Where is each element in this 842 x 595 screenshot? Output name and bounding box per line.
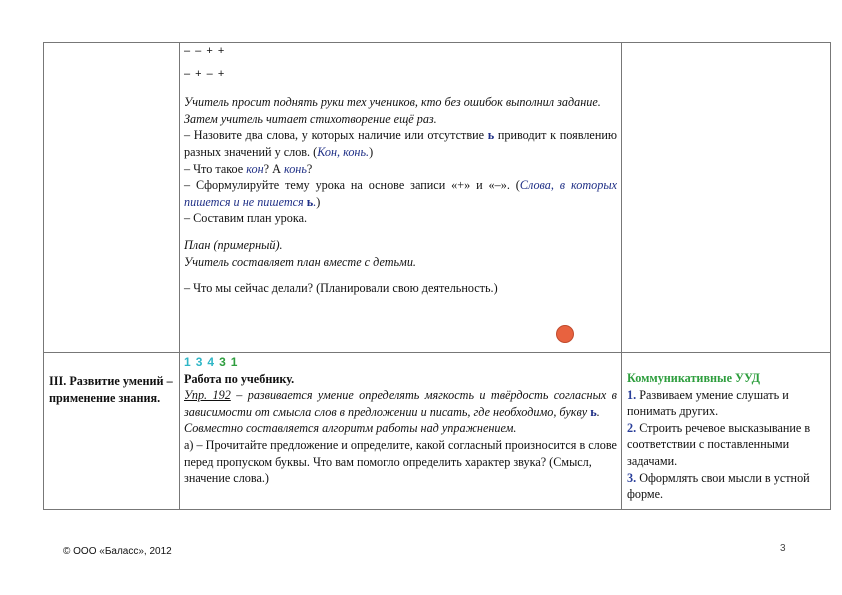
activity-numbers: 1 3 4 3 1 xyxy=(184,355,238,369)
uud-item: 1. Развиваем умение слушать и понимать других. xyxy=(627,387,789,419)
row-divider xyxy=(44,352,830,353)
plan-description: Учитель составляет план вместе с детьми. xyxy=(184,254,416,269)
algorithm-note: Совместно составляется алгоритм работы над упражнением. xyxy=(184,421,517,436)
work-title: Работа по учебнику. xyxy=(184,371,295,386)
uud-cell xyxy=(622,370,832,503)
question-two-words: – Назовите два слова, у которых наличие или отсутствие ь приводит к появлению разных значений у слов. (Кон, конь.) xyxy=(184,128,617,159)
teacher-instruction-1: Учитель просит поднять руки тех учеников, кто без ошибок выполнил задание. xyxy=(184,95,601,110)
teacher-instruction-2: Затем учитель читает стихотворение ещё раз. xyxy=(184,111,437,126)
lesson-table xyxy=(43,42,831,510)
uud-item: 2. Строить речевое высказывание в соответствии с поставленными задачами. xyxy=(627,420,811,468)
slide-marker-dot[interactable] xyxy=(556,325,574,343)
page-number: 3 xyxy=(780,543,786,554)
sign-pattern-2: – + – + xyxy=(184,67,226,80)
row2-content-cell xyxy=(180,354,621,487)
sign-pattern-1: – – + + xyxy=(184,45,226,57)
question-kon: – Что такое кон? А конь? xyxy=(184,161,313,176)
plan-instruction: – Составим план урока. xyxy=(184,211,308,226)
reflection-question: – Что мы сейчас делали? (Планировали свою деятельность.) xyxy=(184,281,498,296)
copyright-footer: © ООО «Баласс», 2012 xyxy=(63,546,172,557)
question-topic: – Сформулируйте тему урока на основе записи «+» и «–». (Слова, в которых пишется и не пишется ь.) xyxy=(184,178,617,209)
exercise-description: Упр. 192 – развивается умение определять мягкость и твёрдость согласных в зависимости от смысла слов в предложении и писать, где необходимо, букву ь. xyxy=(184,388,617,419)
uud-title: Коммуникативные УУД xyxy=(627,371,761,385)
stage-label: III. Развитие умений – применение знания. xyxy=(49,374,173,405)
uud-item: 3. Оформлять свои мысли в устной форме. xyxy=(627,470,810,502)
row1-content-cell xyxy=(180,43,621,297)
task-a: а) – Прочитайте предложение и определите, какой согласный произносится в слове перед пропуском буквы. Что вам помогло определить характер звука? (Смысл, значение слова.) xyxy=(184,437,617,486)
plan-title: План (примерный). xyxy=(184,237,283,252)
